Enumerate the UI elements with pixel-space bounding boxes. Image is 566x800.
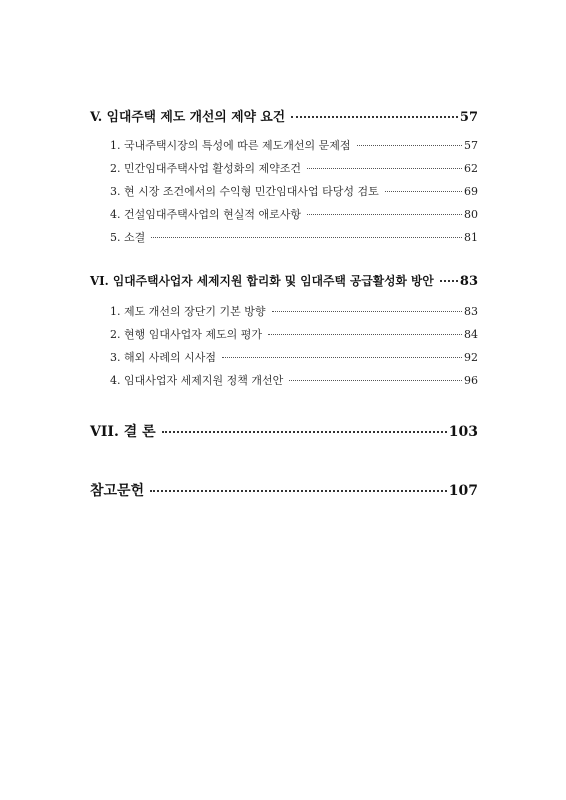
toc-chapter-7[interactable] (90, 421, 478, 441)
toc-page-number: 57 (459, 110, 478, 125)
toc-section-5-2[interactable] (110, 160, 478, 176)
toc-section-title: 3. 현 시장 조건에서의 수익형 민간임대사업 타당성 검토 (110, 185, 379, 198)
toc-section-5-4[interactable] (110, 206, 478, 222)
toc-section-title: 4. 건설임대주택사업의 현실적 애로사항 (110, 208, 301, 221)
toc-section-6-2[interactable] (110, 326, 478, 342)
dot-leader (268, 334, 462, 335)
dot-leader (162, 431, 447, 433)
toc-page-number: 69 (464, 185, 478, 198)
dot-leader (289, 380, 462, 381)
dot-leader (357, 145, 463, 146)
toc-page-number: 84 (464, 328, 478, 341)
toc-section-title: 1. 제도 개선의 장단기 기본 방향 (110, 305, 266, 318)
toc-section-5-3[interactable] (110, 183, 478, 199)
dot-leader (151, 237, 462, 238)
dot-leader (307, 214, 462, 215)
toc-section-6-3[interactable] (110, 349, 478, 365)
toc-chapter-title: 참고문헌 (90, 483, 145, 499)
dot-leader (385, 191, 462, 192)
toc-page-number: 80 (464, 208, 478, 221)
toc-section-title: 4. 임대사업자 세제지원 정책 개선안 (110, 374, 284, 387)
toc-chapter-title: VI. 임대주택사업자 세제지원 합리화 및 임대주택 공급활성화 방안 (90, 274, 434, 288)
toc-chapter-5[interactable] (90, 106, 478, 125)
toc-page-number: 103 (448, 424, 478, 440)
toc-chapter-title: VII. 결 론 (90, 424, 156, 440)
toc-chapter-6[interactable] (90, 272, 478, 289)
toc-page-number: 83 (459, 274, 478, 289)
dot-leader (291, 116, 458, 118)
toc-section-6-1[interactable] (110, 303, 478, 319)
toc-section-title: 2. 민간임대주택사업 활성화의 제약조건 (110, 162, 301, 175)
toc-section-title: 2. 현행 임대사업자 제도의 평가 (110, 328, 262, 341)
toc-page-number: 62 (464, 162, 478, 175)
toc-section-6-4[interactable] (110, 372, 478, 388)
toc-references[interactable] (90, 480, 478, 500)
toc-section-title: 1. 국내주택시장의 특성에 따른 제도개선의 문제점 (110, 139, 351, 152)
toc-section-5-5[interactable] (110, 229, 478, 245)
toc-section-title: 5. 소결 (110, 231, 146, 244)
dot-leader (440, 280, 458, 282)
toc-page-number: 96 (464, 374, 478, 387)
dot-leader (272, 311, 463, 312)
toc-page-number: 92 (464, 351, 478, 364)
toc-section-5-1[interactable] (110, 137, 478, 153)
toc-page-number: 107 (448, 483, 478, 499)
dot-leader (150, 490, 447, 492)
toc-page-number: 81 (464, 231, 478, 244)
toc-page-number: 83 (464, 305, 478, 318)
dot-leader (307, 168, 462, 169)
toc-chapter-title: V. 임대주택 제도 개선의 제약 요건 (90, 110, 286, 125)
dot-leader (222, 357, 462, 358)
toc-page-number: 57 (464, 139, 478, 152)
toc-section-title: 3. 해외 사례의 시사점 (110, 351, 216, 364)
